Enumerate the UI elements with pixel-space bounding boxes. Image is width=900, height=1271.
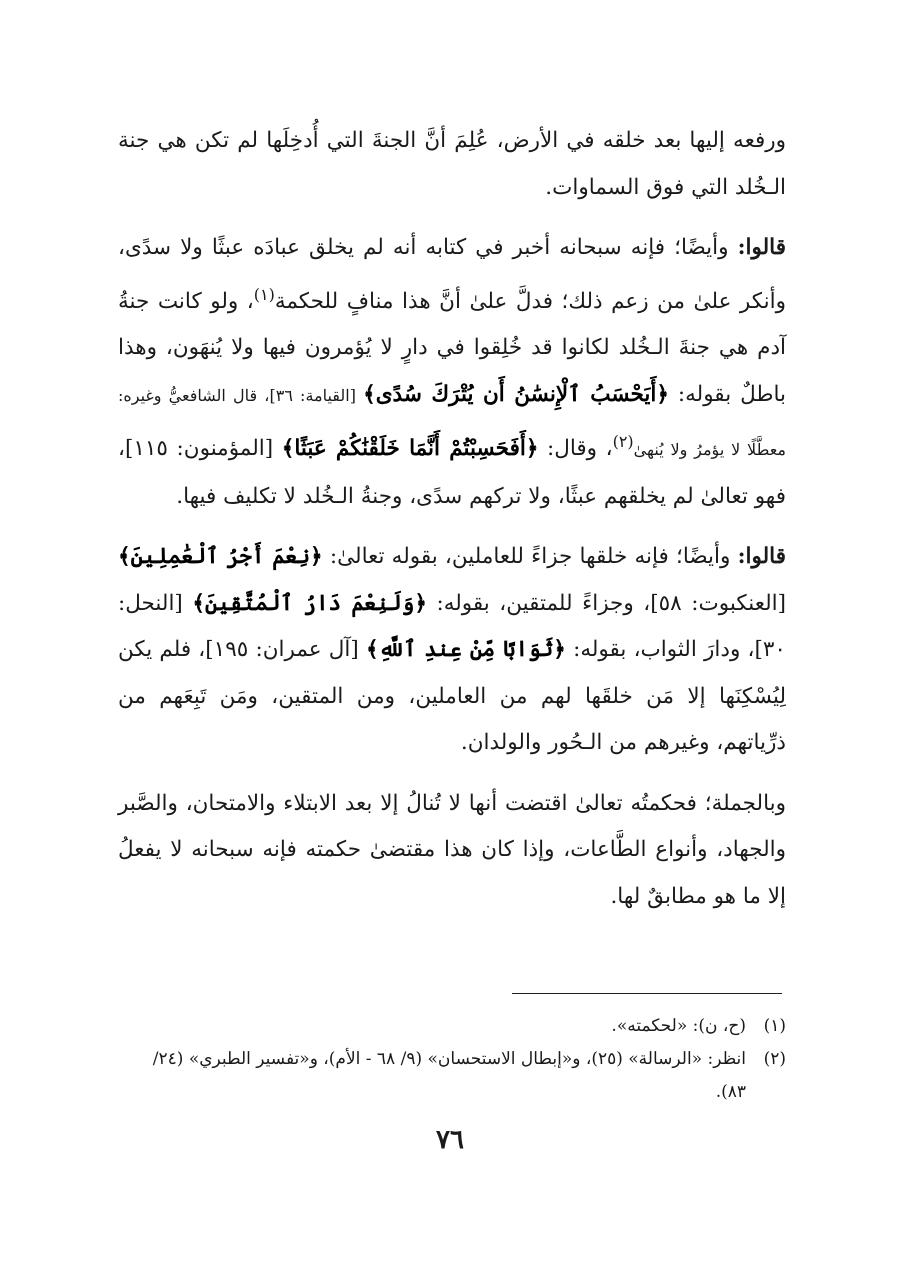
footnote-text: (ح، ن): «لحكمته». <box>611 1016 746 1036</box>
paragraph-text: [آل عمران: ١٩٥]، فلم يكن لِيُسْكِنَها إلا مَن خلقَها لهم من العاملين، ومن المتقين، ومَن تَبِعَهم من ذرِّياتهم، وغيرهم من الـحُور والولدان. <box>118 637 786 756</box>
footnote-ref-1[interactable]: (١) <box>253 284 275 304</box>
quran-verse: ﴿وَلَنِعْمَ دَارُ ٱلْمُتَّقِينَ﴾ <box>192 590 427 616</box>
footnote-number: (١) <box>763 1016 786 1036</box>
quran-verse: ﴿نِعْمَ أَجْرُ ٱلْعَٰمِلِينَ﴾ <box>118 544 323 570</box>
verse-reference: [القيامة: ٣٦]، قال الشافعيُّ وغيره: معطَّلًا لا يؤمرُ ولا يُنهىٰ <box>118 385 786 460</box>
footnote-divider <box>512 993 782 994</box>
page-number: ٧٦ <box>436 1125 464 1155</box>
paragraph-2 <box>118 225 786 520</box>
paragraph-text: وأيضًا؛ فإنه خلقها جزاءً للعاملين، بقوله تعالىٰ: <box>322 544 731 570</box>
paragraph-text: ، ولو كانت جنةُ آدم هي جنةَ الـخُلد لكانوا قد خُلِقوا في دارٍ لا يُؤمرون فيها ولا يُنهَون، وهذا باطلٌ بقوله: <box>118 288 787 407</box>
paragraph-3 <box>118 534 786 767</box>
paragraph-lead: قالوا: <box>737 235 786 260</box>
paragraph-4: وبالجملة؛ فحكمتُه تعالىٰ اقتضت أنها لا تُنالُ إلا بعد الابتلاء والامتحان، والصَّبر والجهاد، وأنواع الطَّاعات، وإذا كان هذا مقتضىٰ حكمته فإنه سبحانه لا يفعلُ إلا ما هو مطابقٌ لها. <box>118 790 786 909</box>
quran-verse: ﴿أَيَحْسَبُ ٱلْإِنسَٰنُ أَن يُتْرَكَ سُدًى﴾ <box>363 381 669 407</box>
footnote-ref-2[interactable]: (٢) <box>612 432 634 452</box>
paragraph-1: ورفعه إليها بعد خلقه في الأرض، عُلِمَ أنَّ الجنةَ التي أُدخِلَها لم تكن هي جنة الـخُلد التي فوق السماوات. <box>118 128 786 200</box>
paragraph-text: ، وقال: <box>538 436 613 462</box>
paragraph-lead: قالوا: <box>737 544 786 570</box>
footnote-text: انظر: «الرسالة» (٢٥)، و«إبطال الاستحسان» (٩/ ٦٨ - الأم)، و«تفسير الطبري» (٢٤/ ٨٣). <box>152 1049 746 1102</box>
footnote-1 <box>118 1010 786 1043</box>
footnotes <box>118 1010 786 1109</box>
paragraph-text: [العنكبوت: ٥٨]، وجزاءً للمتقين، بقوله: <box>426 590 786 616</box>
page-body <box>118 118 786 934</box>
paragraph-text: [المؤمنون: ١١٥]، فهو تعالىٰ لم يخلقهم عبثًا، ولا تركهم سدًى، وجنةُ الـخُلد لا تكليف فيها. <box>118 436 786 509</box>
paragraph-text: [النحل: ٣٠]، ودارَ الثواب، بقوله: <box>118 590 786 663</box>
footnote-number: (٢) <box>763 1049 786 1069</box>
footnote-2 <box>118 1043 786 1109</box>
paragraph-text: وأيضًا؛ فإنه سبحانه أخبر في كتابه أنه لم يخلق عبادَه عبثًا ولا سدًى، وأنكر علىٰ من زعم ذلك؛ فدلَّ علىٰ أنَّ هذا منافٍ للحكمة <box>118 235 786 314</box>
quran-verse: ﴿أَفَحَسِبْتُمْ أَنَّمَا خَلَقْنَٰكُمْ عَبَثًا﴾ <box>281 436 539 462</box>
quran-verse: ﴿ثَوَابًا مِّنْ عِندِ ٱللَّهِ﴾ <box>365 637 566 663</box>
